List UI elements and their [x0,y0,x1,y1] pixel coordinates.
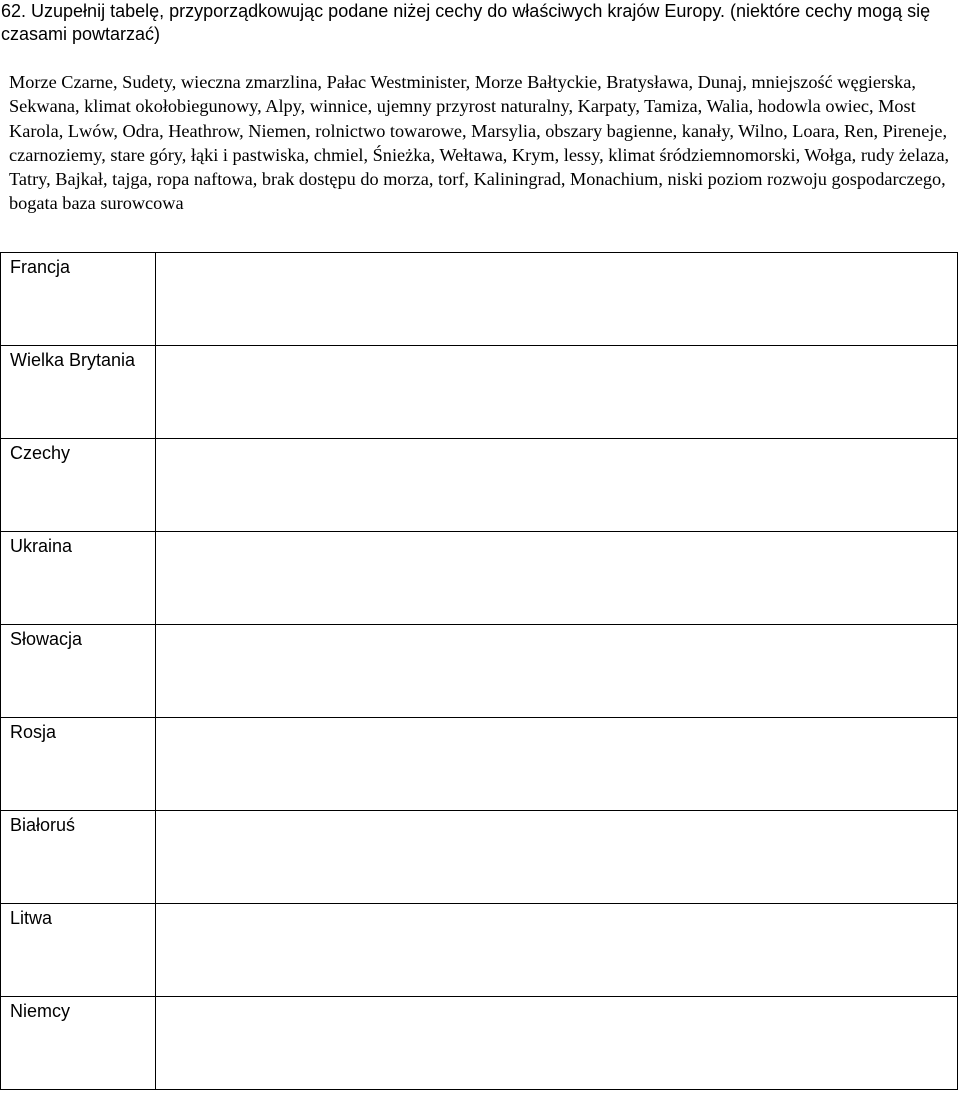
country-name: Francja [1,253,156,346]
answer-cell[interactable] [156,811,958,904]
country-name: Ukraina [1,532,156,625]
feature-list: Morze Czarne, Sudety, wieczna zmarzlina, Pałac Westminister, Morze Bałtyckie, Bratysława, Dunaj, mniejszość węgierska, Sekwana, klimat okołobiegunowy, Alpy, winnice, ujemny przyrost naturalny, Karpaty, Tamiza, Walia, hodowla owiec, Most Karola, Lwów, Odra, Heathrow, Niemen, rolnictwo towarowe, Marsylia, obszary bagienne, kanały, Wilno, Loara, Ren, Pireneje, czarnoziemy, stare góry, łąki i pastwiska, chmiel, Śnieżka, Wełtawa, Krym, lessy, klimat śródziemnomorski, Wołga, rudy żelaza, Tatry, Bajkał, tajga, ropa naftowa, brak dostępu do morza, torf, Kaliningrad, Monachium, niski poziom rozwoju gospodarczego, bogata baza surowcowa [9,72,950,214]
answer-cell[interactable] [156,253,958,346]
country-name: Czechy [1,439,156,532]
table-row [1,997,958,1090]
answer-cell[interactable] [156,439,958,532]
task-header: 62. Uzupełnij tabelę, przyporządkowując podane niżej cechy do właściwych krajów Europy. (niektóre cechy mogą się czasami powtarzać) [1,1,931,44]
table-row [1,718,958,811]
answer-cell[interactable] [156,997,958,1090]
country-name: Słowacja [1,625,156,718]
table-row [1,625,958,718]
table-row [1,532,958,625]
answer-cell[interactable] [156,718,958,811]
country-name: Białoruś [1,811,156,904]
answer-cell[interactable] [156,346,958,439]
answer-cell[interactable] [156,625,958,718]
country-name: Rosja [1,718,156,811]
table-row [1,346,958,439]
country-name: Litwa [1,904,156,997]
answer-cell[interactable] [156,532,958,625]
country-name: Niemcy [1,997,156,1090]
table-row [1,253,958,346]
country-table [0,252,958,1090]
table-row [1,904,958,997]
table-row [1,439,958,532]
country-name: Wielka Brytania [1,346,156,439]
answer-cell[interactable] [156,904,958,997]
table-row [1,811,958,904]
